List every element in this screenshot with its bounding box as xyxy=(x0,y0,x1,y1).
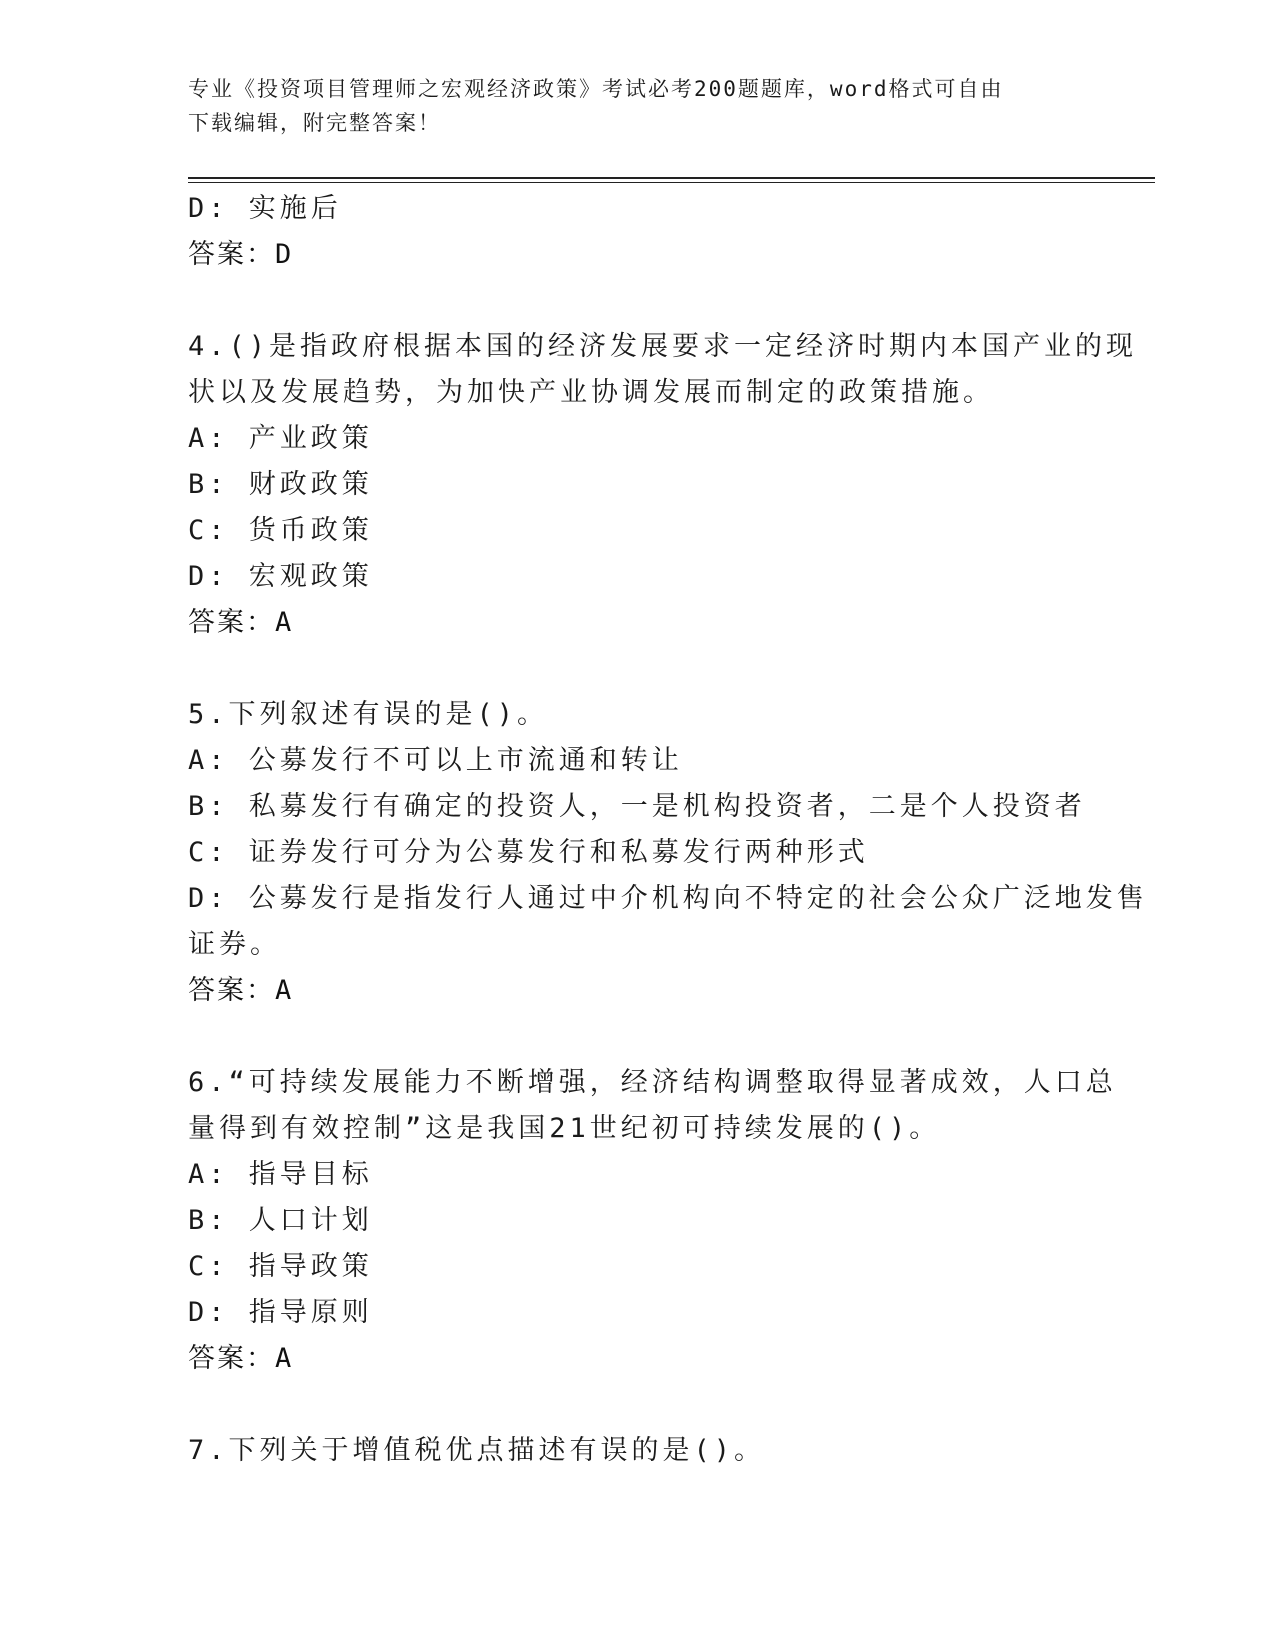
answer-value: A xyxy=(275,607,296,638)
answer-label: 答案： xyxy=(188,607,275,638)
question-6-option-c: C: 指导政策 xyxy=(188,1251,373,1282)
question-6-answer xyxy=(188,1336,1088,1382)
question-4-text-line-1: 4.()是指政府根据本国的经济发展要求一定经济时期内本国产业的现 xyxy=(188,331,1138,362)
answer-label: 答案： xyxy=(188,975,275,1006)
question-4-text-line-2: 状以及发展趋势，为加快产业协调发展而制定的政策措施。 xyxy=(188,377,994,408)
header-divider-thin xyxy=(188,182,1155,183)
option-d: D: 实施后 xyxy=(188,193,342,224)
question-5-option-d-line-2: 证券。 xyxy=(188,929,281,960)
answer-value: D xyxy=(275,239,296,270)
question-7-text: 7.下列关于增值税优点描述有误的是()。 xyxy=(188,1435,766,1466)
answer-label: 答案： xyxy=(188,239,275,270)
question-5-option-d-line-1: D: 公募发行是指发行人通过中介机构向不特定的社会公众广泛地发售 xyxy=(188,883,1148,914)
question-list xyxy=(188,186,1148,1474)
document-header xyxy=(188,72,1088,140)
question-4-option-d: D: 宏观政策 xyxy=(188,561,373,592)
question-4-option-a: A: 产业政策 xyxy=(188,423,373,454)
answer-label: 答案： xyxy=(188,1343,275,1374)
question-6-option-a: A: 指导目标 xyxy=(188,1159,373,1190)
answer-line xyxy=(188,232,1088,278)
header-line-1: 专业《投资项目管理师之宏观经济政策》考试必考200题题库，word格式可自由 xyxy=(188,77,1004,101)
answer-value: A xyxy=(275,1343,296,1374)
header-divider-thick xyxy=(188,177,1155,179)
answer-value: A xyxy=(275,975,296,1006)
header-line-2: 下载编辑，附完整答案！ xyxy=(188,111,441,135)
question-6-text-line-1: 6.“可持续发展能力不断增强，经济结构调整取得显著成效，人口总 xyxy=(188,1067,1117,1098)
question-5-option-c: C: 证券发行可分为公募发行和私募发行两种形式 xyxy=(188,837,869,868)
question-6-text-line-2: 量得到有效控制”这是我国21世纪初可持续发展的()。 xyxy=(188,1113,941,1144)
question-6-option-d: D: 指导原则 xyxy=(188,1297,373,1328)
question-5-option-a: A: 公募发行不可以上市流通和转让 xyxy=(188,745,683,776)
question-4-option-b: B: 财政政策 xyxy=(188,469,373,500)
question-5-text: 5.下列叙述有误的是()。 xyxy=(188,699,549,730)
question-6-option-b: B: 人口计划 xyxy=(188,1205,373,1236)
question-5-option-b: B: 私募发行有确定的投资人，一是机构投资者，二是个人投资者 xyxy=(188,791,1086,822)
question-5-answer xyxy=(188,968,1088,1014)
question-4-answer xyxy=(188,600,1088,646)
question-4-option-c: C: 货币政策 xyxy=(188,515,373,546)
